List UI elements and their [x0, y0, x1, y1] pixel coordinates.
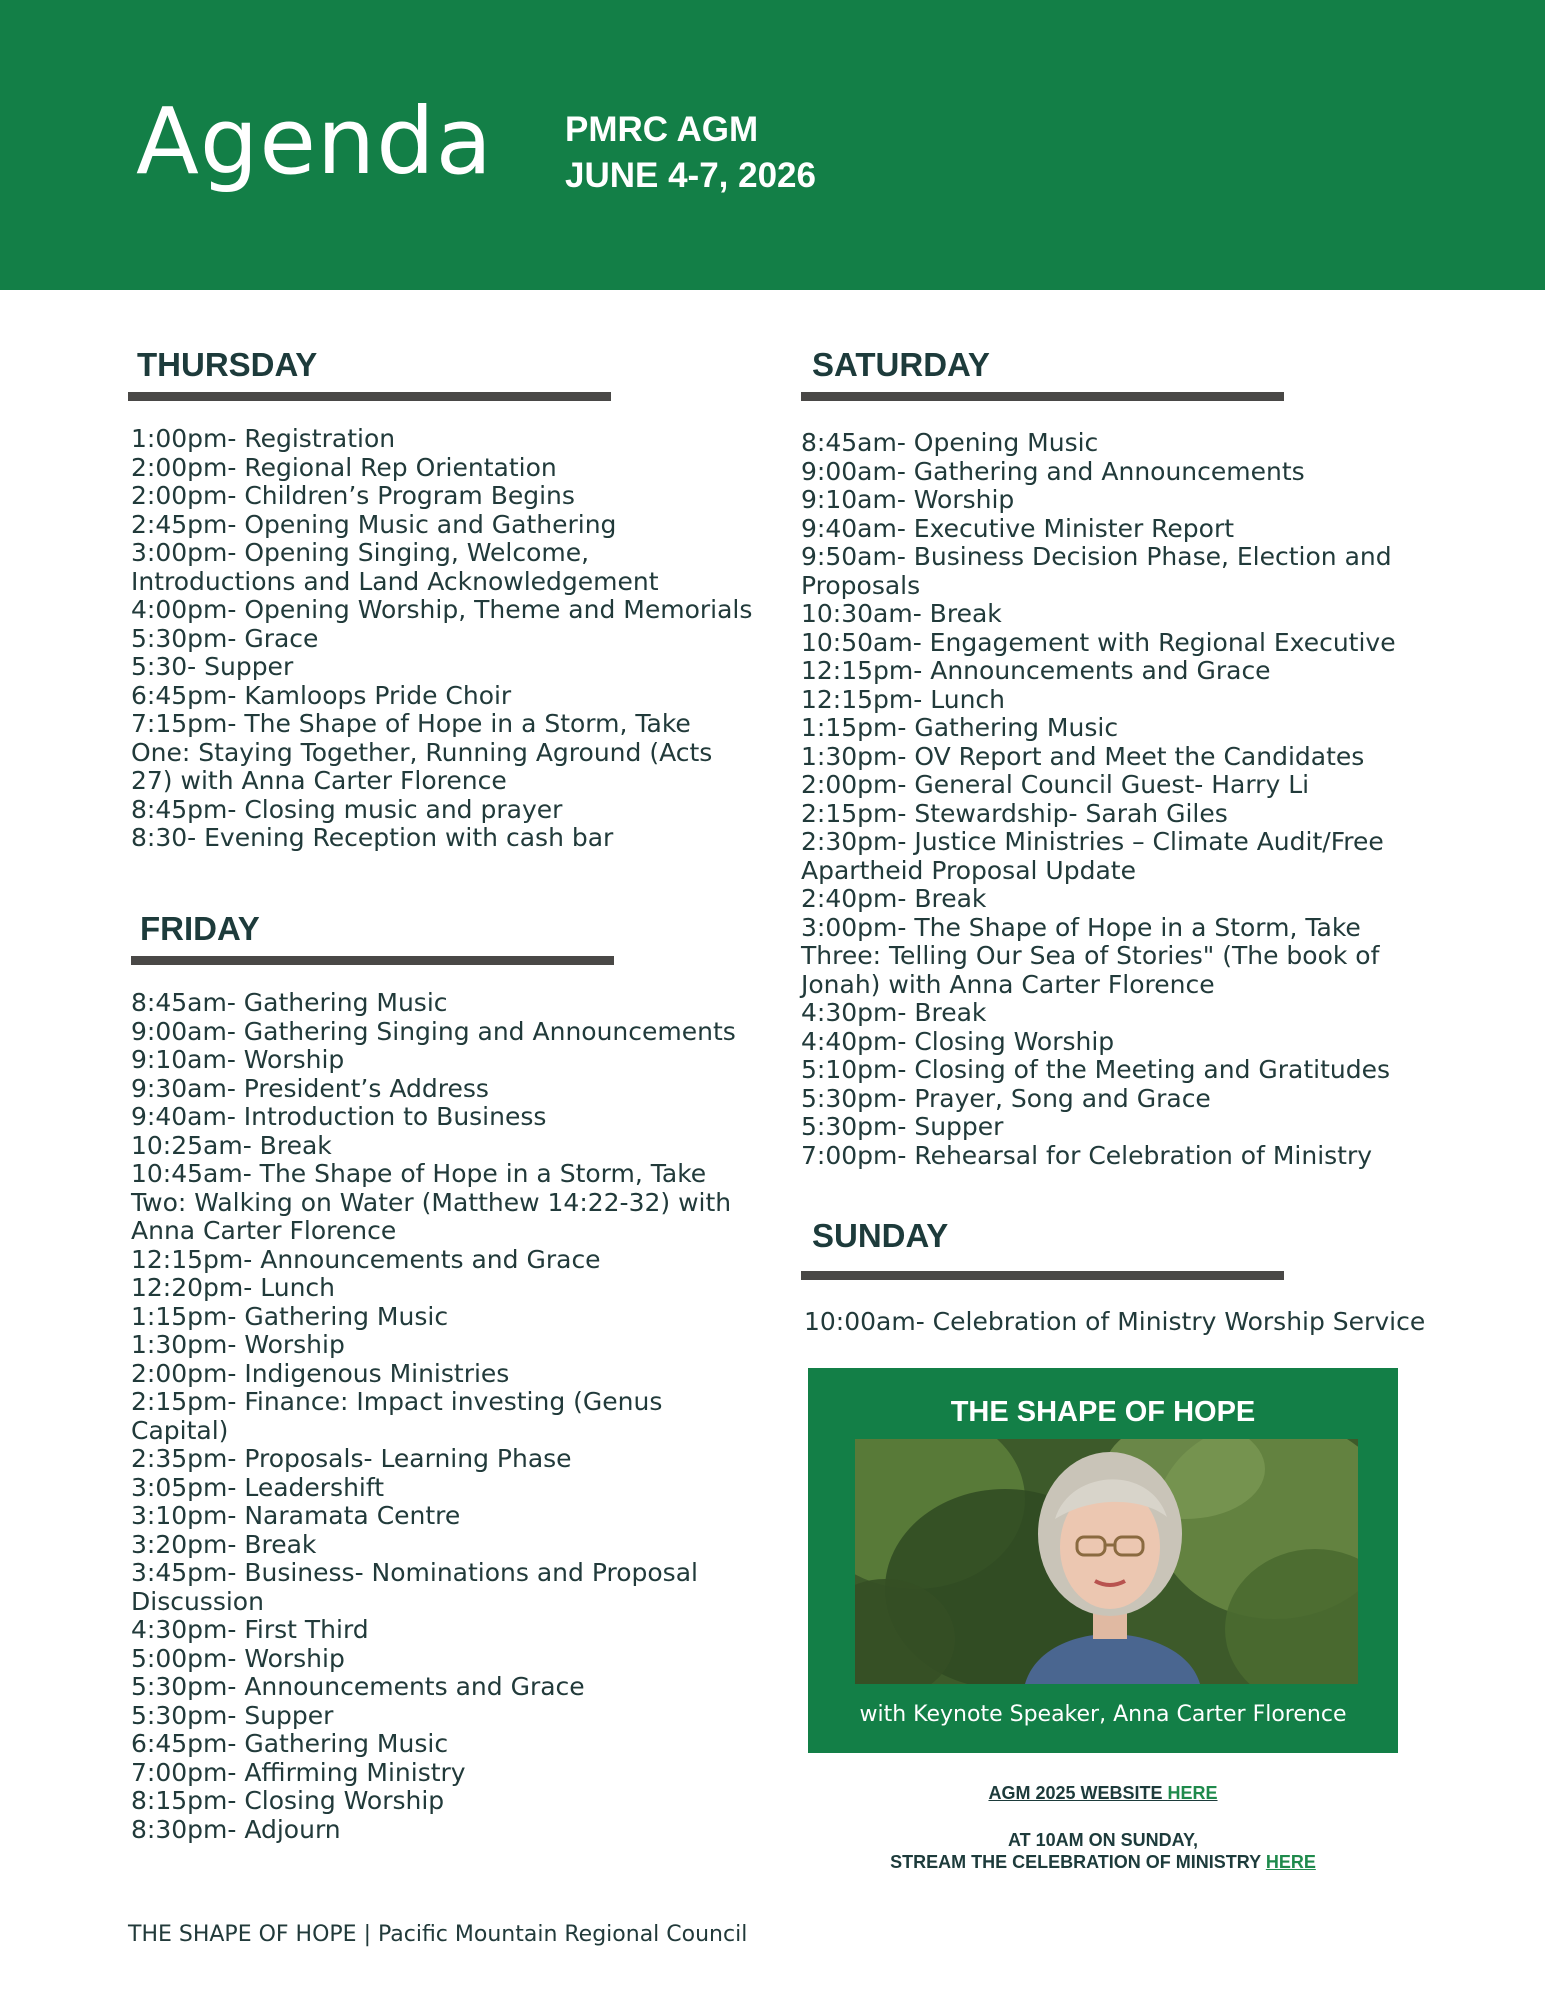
saturday-schedule-item: 2:00pm- General Council Guest- Harry Li — [801, 770, 1310, 799]
saturday-schedule-item: 4:30pm- Break — [801, 998, 987, 1027]
friday-schedule-item: 9:40am- Introduction to Business — [131, 1102, 547, 1131]
friday-schedule-item: 10:45am- The Shape of Hope in a Storm, Take Two: Walking on Water (Matthew 14:22-32) with Anna Carter Florence — [131, 1159, 732, 1245]
saturday-schedule — [801, 429, 1401, 1170]
friday-schedule — [131, 989, 756, 1844]
sunday-heading: SUNDAY — [812, 1217, 949, 1254]
friday-schedule-item: 9:00am- Gathering Singing and Announcements — [131, 1016, 736, 1046]
saturday-schedule-item: 10:50am- Engagement with Regional Executive — [801, 627, 1396, 657]
friday-schedule-item: 3:10pm- Naramata Centre — [131, 1501, 461, 1530]
saturday-schedule-item: 1:15pm- Gathering Music — [801, 713, 1119, 742]
saturday-schedule-item: 12:15pm- Announcements and Grace — [801, 656, 1271, 685]
stream-line-1: AT 10AM ON SUNDAY, — [1007, 1830, 1199, 1850]
saturday-heading: SATURDAY — [812, 346, 990, 383]
friday-schedule-item: 8:15pm- Closing Worship — [131, 1786, 445, 1815]
thursday-heading: THURSDAY — [137, 346, 318, 383]
thursday-schedule-item: 1:00pm- Registration — [131, 424, 396, 453]
friday-schedule-item: 1:30pm- Worship — [131, 1330, 345, 1359]
friday-schedule-item: 8:45am- Gathering Music — [131, 988, 448, 1017]
thursday-schedule-item: 6:45pm- Kamloops Pride Choir — [131, 680, 512, 710]
header-banner — [0, 0, 1545, 290]
stream-info — [808, 1829, 1398, 1873]
friday-schedule-item: 5:30pm- Supper — [131, 1700, 334, 1730]
thursday-schedule-item: 5:30pm- Grace — [131, 623, 319, 653]
thursday-divider — [128, 392, 611, 401]
friday-schedule-item: 3:05pm- Leadershift — [131, 1472, 385, 1502]
thursday-schedule-item: 3:00pm- Opening Singing, Welcome, Introductions and Land Acknowledgement — [131, 538, 659, 596]
thursday-schedule-item: 2:00pm- Children’s Program Begins — [131, 481, 575, 510]
speaker-photo — [855, 1439, 1358, 1684]
saturday-schedule-item: 2:30pm- Justice Ministries – Climate Audit/Free Apartheid Proposal Update — [801, 827, 1384, 885]
saturday-schedule-item: 2:15pm- Stewardship- Sarah Giles — [801, 798, 1228, 828]
promo-caption: with Keynote Speaker, Anna Carter Florence — [859, 1702, 1347, 1727]
friday-schedule-item: 12:20pm- Lunch — [131, 1273, 336, 1302]
friday-schedule-item: 2:00pm- Indigenous Ministries — [131, 1358, 510, 1388]
thursday-schedule-item: 7:15pm- The Shape of Hope in a Storm, Take One: Staying Together, Running Aground (Acts 27) with Anna Carter Florence — [131, 709, 713, 795]
stream-here-link[interactable]: HERE — [1265, 1852, 1316, 1872]
friday-schedule-item: 2:35pm- Proposals- Learning Phase — [131, 1444, 572, 1473]
friday-schedule-item: 9:10am- Worship — [131, 1045, 345, 1074]
friday-schedule-item: 3:45pm- Business- Nominations and Proposal Discussion — [131, 1558, 698, 1616]
saturday-schedule-item: 5:10pm- Closing of the Meeting and Gratitudes — [801, 1055, 1391, 1084]
thursday-schedule-item: 4:00pm- Opening Worship, Theme and Memorials — [131, 595, 753, 624]
friday-schedule-item: 5:00pm- Worship — [131, 1643, 345, 1673]
thursday-schedule-item: 2:45pm- Opening Music and Gathering — [131, 509, 617, 539]
friday-schedule-item: 12:15pm- Announcements and Grace — [131, 1244, 601, 1274]
saturday-schedule-item: 1:30pm- OV Report and Meet the Candidates — [801, 741, 1365, 771]
thursday-schedule-item: 8:45pm- Closing music and prayer — [131, 794, 563, 824]
saturday-schedule-item: 8:45am- Opening Music — [801, 428, 1099, 457]
saturday-schedule-item: 9:50am- Business Decision Phase, Election and Proposals — [801, 542, 1392, 600]
saturday-schedule-item: 12:15pm- Lunch — [801, 684, 1006, 714]
thursday-schedule-item: 8:30- Evening Reception with cash bar — [131, 823, 614, 852]
sunday-schedule-item: 10:00am- Celebration of Ministry Worship Service — [804, 1307, 1426, 1336]
event-name: PMRC AGM — [565, 110, 759, 149]
thursday-schedule — [131, 425, 756, 853]
thursday-schedule-item: 2:00pm- Regional Rep Orientation — [131, 452, 557, 482]
event-dates: JUNE 4-7, 2026 — [565, 156, 816, 195]
friday-schedule-item: 4:30pm- First Third — [131, 1615, 369, 1644]
page-title: Agenda — [136, 88, 494, 195]
friday-schedule-item: 7:00pm- Affirming Ministry — [131, 1757, 466, 1787]
friday-schedule-item: 6:45pm- Gathering Music — [131, 1729, 449, 1758]
stream-line-2: STREAM THE CELEBRATION OF MINISTRY — [890, 1852, 1261, 1872]
friday-heading: FRIDAY — [140, 910, 260, 947]
saturday-schedule-item: 9:00am- Gathering and Announcements — [801, 456, 1305, 486]
friday-schedule-item: 2:15pm- Finance: Impact investing (Genus Capital) — [131, 1387, 663, 1445]
sunday-divider — [801, 1271, 1284, 1280]
saturday-schedule-item: 5:30pm- Prayer, Song and Grace — [801, 1083, 1211, 1113]
saturday-schedule-item: 4:40pm- Closing Worship — [801, 1026, 1115, 1056]
saturday-schedule-item: 9:10am- Worship — [801, 485, 1015, 514]
promo-title: THE SHAPE OF HOPE — [950, 1396, 1256, 1428]
website-here-link[interactable]: HERE — [1167, 1783, 1218, 1803]
friday-schedule-item: 9:30am- President’s Address — [131, 1073, 489, 1103]
saturday-schedule-item: 7:00pm- Rehearsal for Celebration of Ministry — [801, 1140, 1373, 1170]
friday-schedule-item: 3:20pm- Break — [131, 1529, 317, 1559]
keynote-promo-box — [808, 1368, 1398, 1753]
footer-text: THE SHAPE OF HOPE | Pacific Mountain Regional Council — [128, 1922, 748, 1947]
friday-divider — [131, 956, 614, 965]
saturday-schedule-item: 9:40am- Executive Minister Report — [801, 513, 1235, 543]
friday-schedule-item: 8:30pm- Adjourn — [131, 1814, 341, 1844]
saturday-schedule-item: 2:40pm- Break — [801, 884, 987, 913]
website-link-text: AGM 2025 WEBSITE — [988, 1783, 1163, 1803]
friday-schedule-item: 10:25am- Break — [131, 1130, 332, 1160]
saturday-schedule-item: 10:30am- Break — [801, 599, 1002, 628]
friday-schedule-item: 1:15pm- Gathering Music — [131, 1301, 449, 1331]
thursday-schedule-item: 5:30- Supper — [131, 652, 294, 681]
saturday-schedule-item: 3:00pm- The Shape of Hope in a Storm, Take Three: Telling Our Sea of Stories" (The book of Jonah) with Anna Carter Florence — [801, 912, 1380, 999]
saturday-schedule-item: 5:30pm- Supper — [801, 1112, 1004, 1141]
agm-website-link[interactable] — [808, 1782, 1398, 1804]
saturday-divider — [801, 392, 1284, 401]
friday-schedule-item: 5:30pm- Announcements and Grace — [131, 1672, 585, 1701]
